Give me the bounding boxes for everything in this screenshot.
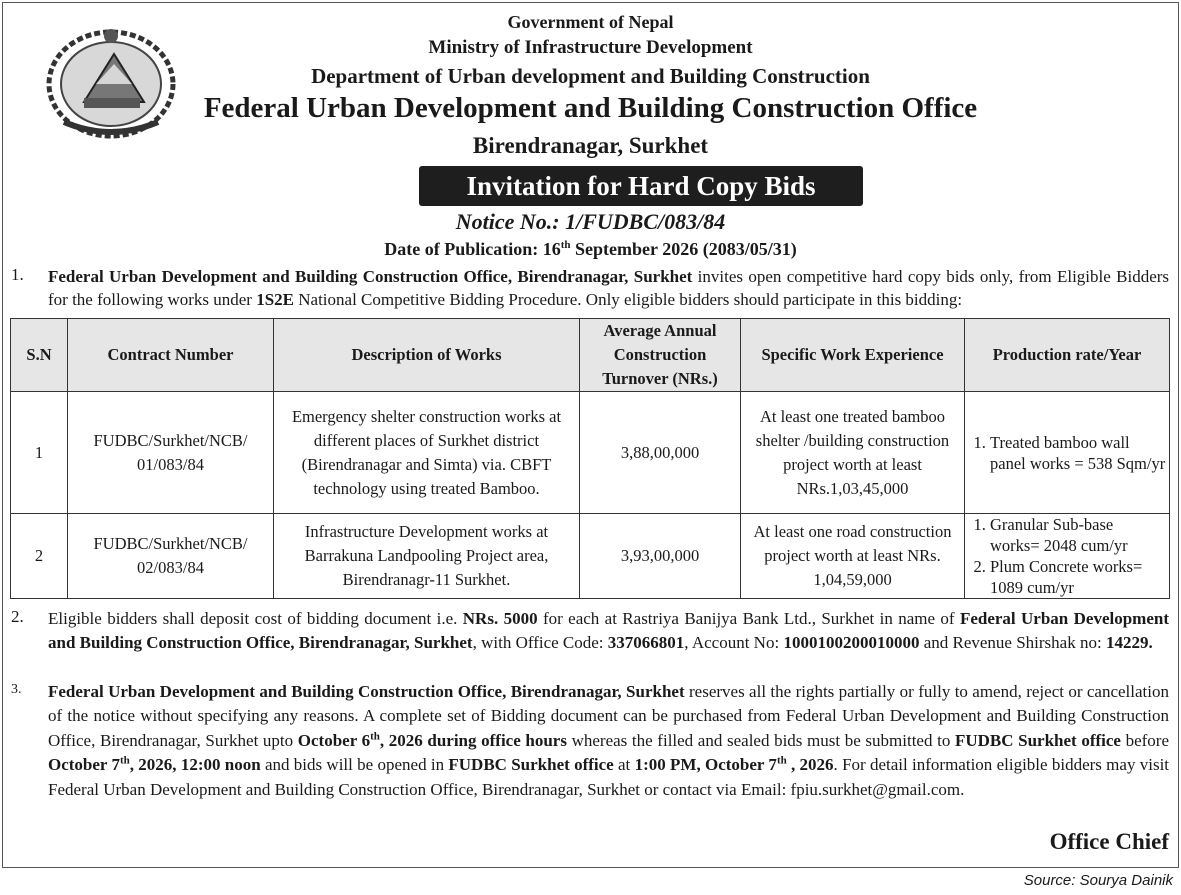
cell-turnover: 3,88,00,000 [580, 392, 741, 514]
para-1-number: 1. [11, 265, 24, 284]
cell-turnover: 3,93,00,000 [580, 514, 741, 599]
cell-experience: At least one treated bamboo shelter /building construction project worth at least NRs.1,03,45,000 [741, 392, 965, 514]
cell-production [965, 392, 1170, 514]
production-item: 1. Granular Sub-base works= 2048 cum/yr [990, 514, 1166, 556]
cell-sn: 1 [11, 392, 68, 514]
header-ministry: Ministry of Infrastructure Development [428, 37, 753, 58]
production-item: 2. Plum Concrete works= 1089 cum/yr [990, 556, 1166, 598]
header-office: Federal Urban Development and Building Construction Office [203, 92, 978, 124]
signature-office-chief: Office Chief [1049, 829, 1169, 854]
header-location: Birendranagar, Surkhet [472, 133, 709, 158]
col-header-contract: Contract Number [68, 319, 274, 392]
production-item: 1. Treated bamboo wall panel works = 538 Sqm/yr [990, 432, 1166, 474]
para-1: Federal Urban Development and Building Construction Office, Birendranagar, Surkhet invites open competitive hard copy bids only, from Eligible Bidders for the following works under 1S2E National Competitive Bidding Procedure. Only eligible bidders should participate in this bidding: [48, 267, 1170, 309]
col-header-production: Production rate/Year [965, 319, 1170, 392]
cell-description: Infrastructure Development works at Barrakuna Landpooling Project area, Birendranagr-11 Surkhet. [274, 514, 580, 599]
cell-contract: FUDBC/Surkhet/NCB/ 02/083/84 [68, 514, 274, 599]
cell-production [965, 514, 1170, 599]
cell-experience: At least one road construction project worth at least NRs. 1,04,59,000 [741, 514, 965, 599]
header-government: Government of Nepal [507, 12, 674, 32]
para-3: Federal Urban Development and Building Construction Office, Birendranagar, Surkhet reserves all the rights partially or fully to amend, reject or cancellation of the notice without specifying any reasons. A complete set of Bidding document can be purchased from Federal Urban Development and Building Construction Office, Birendranagar, Surkhet upto October 6th, 2026 during office hours whereas the filled and sealed bids must be submitted to FUDBC Surkhet office before October 7th, 2026, 12:00 noon and bids will be opened in FUDBC Surkhet office at 1:00 PM, October 7th , 2026. For detail information eligible bidders may visit Federal Urban Development and Building Construction Office, Birendranagar, Surkhet or contact via Email: fpiu.surkhet@gmail.com. [48, 682, 1170, 799]
para-2: Eligible bidders shall deposit cost of bidding document i.e. NRs. 5000 for each at Rastriya Banijya Bank Ltd., Surkhet in name of Federal Urban Development and Building Construction Office, Birendranagar, Surkhet, with Office Code: 337066801, Account No: 1000100200010000 and Revenue Shirshak no: 14229. [48, 609, 1169, 652]
cell-contract: FUDBC/Surkhet/NCB/ 01/083/84 [68, 392, 274, 514]
col-header-description: Description of Works [274, 319, 580, 392]
para-2-number: 2. [11, 607, 24, 626]
col-header-turnover: Average Annual Construction Turnover (NRs.) [580, 319, 741, 392]
publication-date: Date of Publication: 16th September 2026 (2083/05/31) [384, 239, 797, 259]
source-credit: Source: Sourya Dainik [1023, 872, 1173, 889]
table-header-row [11, 319, 1170, 392]
cell-sn: 2 [11, 514, 68, 599]
notice-number: Notice No.: 1/FUDBC/083/84 [455, 209, 726, 234]
para-3-number: 3. [11, 682, 22, 697]
table-row [11, 392, 1170, 514]
header-department: Department of Urban development and Building Construction [311, 64, 870, 88]
cell-description: Emergency shelter construction works at different places of Surkhet district (Birendranagar and Simta) via. CBFT technology using treated Bamboo. [274, 392, 580, 514]
col-header-sn: S.N [11, 319, 68, 392]
col-header-experience: Specific Work Experience [741, 319, 965, 392]
notice-title-banner: Invitation for Hard Copy Bids [419, 166, 863, 206]
works-table [10, 318, 1170, 599]
table-row [11, 514, 1170, 599]
